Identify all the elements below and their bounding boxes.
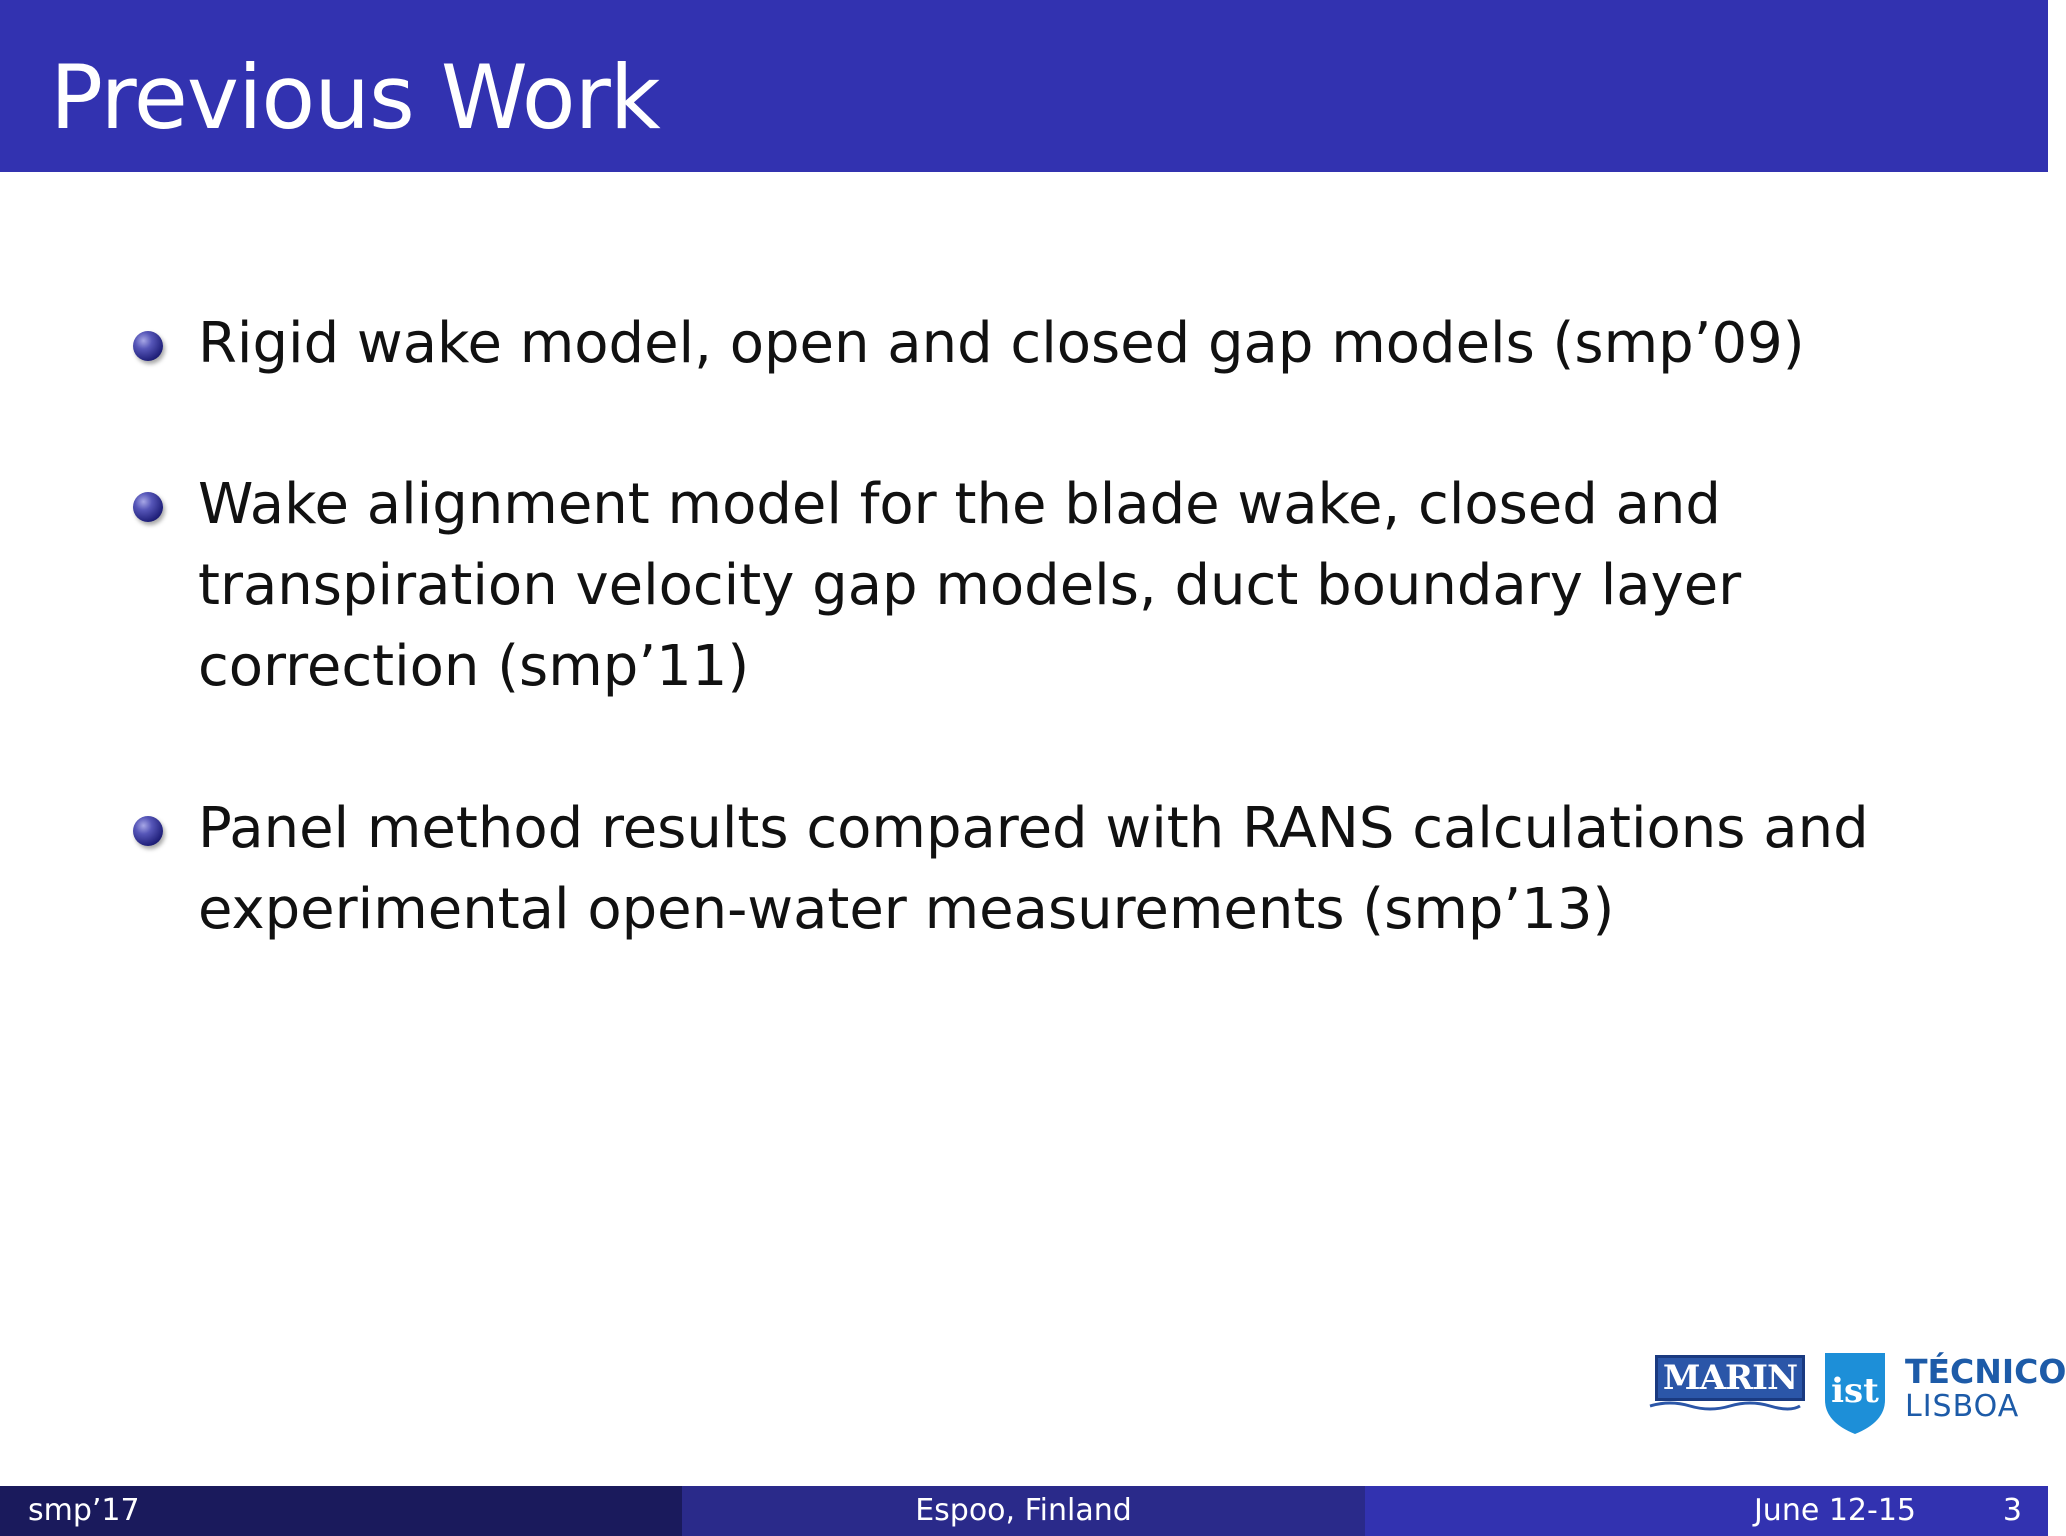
footer-info	[1365, 1486, 2048, 1536]
sphere-bullet-icon	[133, 331, 163, 361]
page-number: 3	[2002, 1493, 2022, 1528]
shield-icon	[1822, 1350, 1888, 1436]
wave-icon	[1650, 1400, 1800, 1412]
list-item	[198, 788, 1918, 950]
list-item	[198, 303, 1918, 384]
tecnico-city: LISBOA	[1905, 1389, 2020, 1424]
slide-footer	[0, 1486, 2048, 1536]
partner-logos	[1650, 1350, 2066, 1440]
footer-location	[682, 1486, 1365, 1536]
tecnico-name: TÉCNICO	[1905, 1352, 2066, 1391]
item-line: Wake alignment model for the blade wake, closed and	[198, 472, 1721, 537]
item-line: experimental open-water measurements (smp’13)	[198, 877, 1615, 942]
item-line: correction (smp’11)	[198, 634, 750, 699]
item-line: Rigid wake model, open and closed gap models (smp’09)	[198, 311, 1805, 376]
item-line: transpiration velocity gap models, duct boundary layer	[198, 553, 1742, 618]
footer-conference	[0, 1486, 682, 1536]
footer-left-text: smp’17	[28, 1493, 140, 1528]
footer-center-text: Espoo, Finland	[915, 1493, 1132, 1528]
sphere-bullet-icon	[133, 816, 163, 846]
slide-title: Previous Work	[50, 46, 660, 149]
marin-logo	[1655, 1355, 1805, 1401]
list-item	[198, 464, 1918, 707]
footer-date: June 12-15	[1753, 1493, 1916, 1528]
item-line: Panel method results compared with RANS calculations and	[198, 796, 1869, 861]
marin-logo-text: MARIN	[1662, 1358, 1798, 1398]
sphere-bullet-icon	[133, 492, 163, 522]
shield-monogram: ist	[1831, 1371, 1879, 1411]
